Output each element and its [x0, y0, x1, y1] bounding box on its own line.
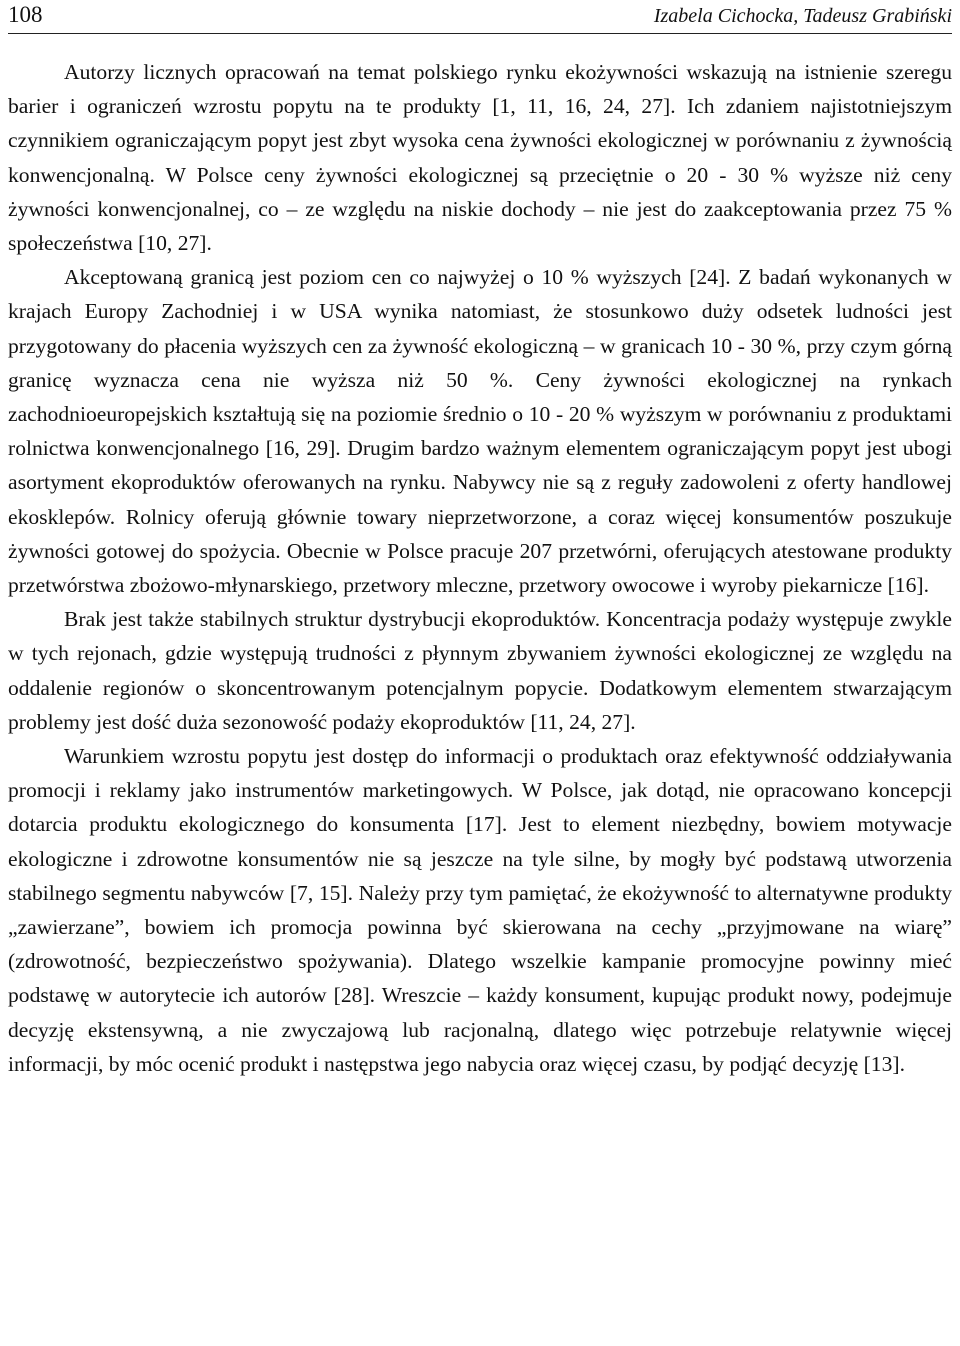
paragraph: Akceptowaną granicą jest poziom cen co najwyżej o 10 % wyższych [24]. Z badań wykonanych w krajach Europy Zachodniej i w USA wynika natomiast, że stosunkowo duży odsetek ludności jest przygotowany do płacenia wyższych cen za żywność ekologiczną – w granicach 10 - 30 %, przy czym górną granicę wyznacza cena nie wyższa niż 50 %. Ceny żywności ekologicznej na rynkach zachodnioeuropejskich kształtują się na poziomie średnio o 10 - 20 % wyższym w porównaniu z produktami rolnictwa konwencjonalnego [16, 29]. Drugim bardzo ważnym elementem ograniczającym popyt jest ubogi asortyment ekoproduktów oferowanych na rynku. Nabywcy nie są z reguły zadowoleni z oferty handlowej ekosklepów. Rolnicy oferują głównie towary nieprzetworzone, a coraz więcej konsumentów poszukuje żywności gotowej do spożycia. Obecnie w Polsce pracuje 207 przetwórni, oferujących atestowane produkty przetwórstwa zbożowo-młynarskiego, przetwory mleczne, przetwory owocowe i wyroby piekarnicze [16]. — [8, 265, 952, 598]
running-header-authors: Izabela Cichocka, Tadeusz Grabiński — [653, 5, 952, 27]
paragraph: Autorzy licznych opracowań na temat polskiego rynku ekożywności wskazują na istnienie szeregu barier i ograniczeń wzrostu popytu na te produkty [1, 11, 16, 24, 27]. Ich zdaniem najistotniejszym czynnikiem ograniczającym popyt jest zbyt wysoka cena żywności ekologicznej w porównaniu z żywnością konwencjonalną. W Polsce ceny żywności ekologicznej są przeciętnie o 20 - 30 % wyższe niż ceny żywności konwencjonalnej, co – ze względu na niskie dochody – nie jest do zaakceptowania przez 75 % społeczeństwa [10, 27]. — [8, 60, 952, 256]
paragraph: Brak jest także stabilnych struktur dystrybucji ekoproduktów. Koncentracja podaży występuje zwykle w tych rejonach, gdzie występują trudności z płynnym zbywaniem żywności ekologicznej ze względu na oddalenie regionów o skoncentrowanym potencjalnym popycie. Dodatkowym elementem stwarzającym problemy jest dość duża sezonowość podaży ekoproduktów [11, 24, 27]. — [8, 607, 952, 734]
page-number: 108 — [8, 2, 43, 27]
paragraph: Warunkiem wzrostu popytu jest dostęp do informacji o produktach oraz efektywność oddziaływania promocji i reklamy jako instrumentów marketingowych. W Polsce, jak dotąd, nie opracowano koncepcji dotarcia produktu ekologicznego do konsumenta [17]. Jest to element niezbędny, bowiem motywacje ekologiczne i zdrowotne konsumentów nie są jeszcze na tyle silne, by mogły być podstawą utworzenia stabilnego segmentu nabywców [7, 15]. Należy przy tym pamiętać, że ekożywność to alternatywne produkty „zawierzane”, bowiem ich promocja powinna być skierowana na cechy „przyjmowane na wiarę” (zdrowotność, bezpieczeństwo spożywania). Dlatego wszelkie kampanie promocyjne powinny mieć podstawę w autorytecie ich autorów [28]. Wreszcie – każdy konsument, kupując produkt nowy, podejmuje decyzję ekstensywną, a nie zwyczajową lub racjonalną, dlatego więc potrzebuje relatywnie więcej informacji, by móc ocenić produkt i następstwa jego nabycia oraz więcej czasu, by podjąć decyzję [13]. — [8, 744, 952, 1076]
running-header — [8, 0, 952, 34]
body-text — [8, 55, 952, 1081]
